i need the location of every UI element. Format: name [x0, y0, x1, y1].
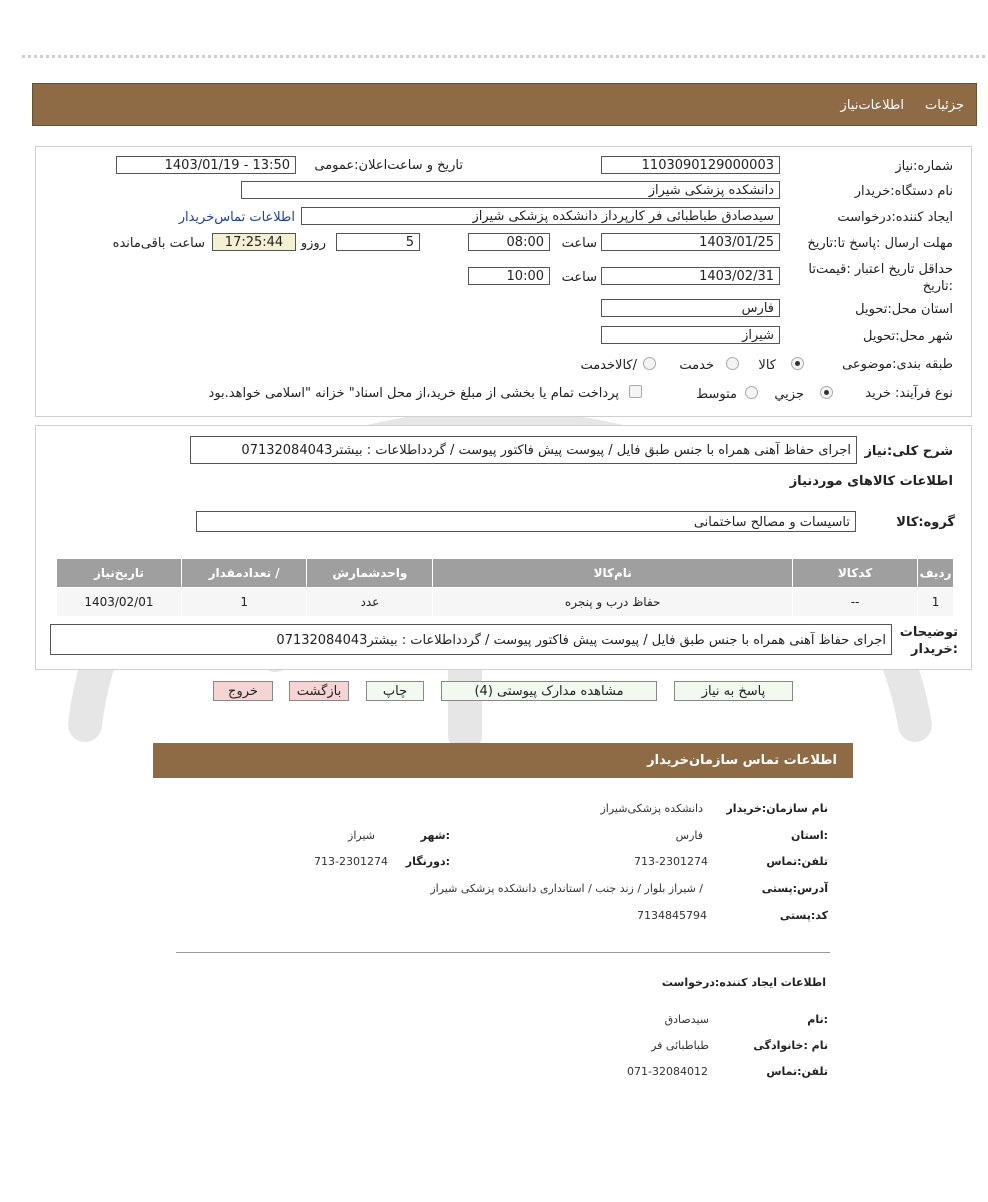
process-medium-radio[interactable]: [745, 386, 758, 399]
province-label: استان محل:تحویل: [855, 302, 953, 317]
creator-info-title: اطلاعات ایجاد کننده:درخواست: [661, 976, 826, 989]
col-unit: واحدشمارش: [307, 559, 433, 588]
contact-phone-value: 713-2301274: [634, 855, 708, 868]
category-goods-service-radio[interactable]: [643, 357, 656, 370]
treasury-payment-note: پرداخت تمام یا بخشی از مبلغ خرید،از محل اسناد" خزانه "اسلامی خواهد.بود: [208, 386, 619, 401]
buyer-notes-label: توضیحات :خریدار: [899, 625, 958, 657]
goods-group-field: تاسیسات و مصالح ساختمانی: [196, 511, 856, 532]
process-minor-label: جزیي: [774, 387, 804, 402]
reply-button[interactable]: پاسخ به نیاز: [674, 681, 793, 701]
top-dotted-divider: [22, 55, 985, 58]
cell-row-number: 1: [918, 588, 954, 617]
announce-date-field: 1403/01/19 - 13:50: [116, 156, 296, 174]
creator-phone-value: 071-32084012: [627, 1065, 708, 1078]
table-row: [57, 588, 954, 617]
cell-need-date: 1403/02/01: [57, 588, 182, 617]
tab-need-info[interactable]: اطلاعات‌نیاز: [840, 98, 904, 113]
cell-unit: عدد: [307, 588, 433, 617]
validity-label: حداقل تاریخ اعتبار :قیمت‌تا :تاریخ: [808, 262, 953, 294]
contact-phone-label: تلفن:تماس: [766, 855, 828, 868]
category-goods-label: کالا: [758, 358, 776, 373]
print-button[interactable]: چاپ: [366, 681, 424, 701]
remaining-time-label: ساعت باقی‌مانده: [112, 236, 205, 251]
validity-time-field: 10:00: [468, 267, 550, 285]
contact-province-value: فارس: [675, 829, 703, 842]
contact-fax-label: :دورنگار: [405, 855, 450, 868]
contact-divider: [176, 952, 830, 953]
announce-date-label: تاریخ و ساعت‌اعلان:عمومی: [314, 158, 463, 173]
contact-city-value: شیراز: [348, 829, 375, 842]
validity-date-field: 1403/02/31: [601, 267, 780, 285]
tab-details[interactable]: جزئیات: [925, 98, 964, 113]
creator-family-value: طباطبائی فر: [651, 1039, 709, 1052]
category-label: طبقه بندی:موضوعی: [842, 357, 953, 372]
process-minor-radio[interactable]: [820, 386, 833, 399]
process-type-label: نوع فرآیند: خرید: [865, 386, 953, 401]
days-field: 5: [336, 233, 420, 251]
need-number-field: 1103090129000003: [601, 156, 780, 174]
creator-name-value: سیدصادق: [664, 1013, 709, 1026]
city-label: شهر محل:تحویل: [863, 329, 953, 344]
cell-goods-code: --: [793, 588, 918, 617]
col-row-number: ردیف: [918, 559, 954, 588]
contact-province-label: :استان: [791, 829, 828, 842]
category-goods-radio[interactable]: [791, 357, 804, 370]
col-goods-code: کدکالا: [793, 559, 918, 588]
buyer-org-label: نام دستگاه:خریدار: [854, 184, 953, 199]
cell-quantity: 1: [181, 588, 307, 617]
view-attachments-button[interactable]: مشاهده مدارک پیوستی (4): [441, 681, 657, 701]
buyer-contact-link[interactable]: اطلاعات تماس‌خریدار: [178, 210, 295, 225]
process-medium-label: متوسط: [696, 387, 737, 402]
category-goods-service-label: /کالاخدمت: [580, 358, 637, 373]
category-service-label: خدمت: [679, 358, 714, 373]
contact-org-value: دانشکده پزشکی‌شیراز: [600, 802, 703, 815]
deadline-date-field: 1403/01/25: [601, 233, 780, 251]
contact-postal-label: کد:پستی: [779, 909, 828, 922]
contact-fax-value: 713-2301274: [314, 855, 388, 868]
need-description-field: اجرای حفاظ آهنی همراه با جنس طبق فایل / پیوست پیش فاکتور پیوست / گردداطلاعات : بیشتر07132084043: [190, 436, 857, 464]
creator-family-label: نام :خانوادگی: [753, 1039, 828, 1052]
province-field: فارس: [601, 299, 780, 317]
contact-org-label: نام سازمان:خریدار: [726, 802, 828, 815]
exit-button[interactable]: خروج: [213, 681, 273, 701]
contact-city-label: :شهر: [420, 829, 450, 842]
creator-label: ایجاد کننده:درخواست: [837, 210, 953, 225]
need-number-label: شماره:نیاز: [895, 159, 953, 174]
deadline-time-field: 08:00: [468, 233, 550, 251]
creator-name-label: :نام: [807, 1013, 828, 1026]
creator-field: سیدصادق طباطبائی فر کارپرداز دانشکده پزشکی شیراز: [301, 207, 780, 225]
deadline-time-label: ساعت: [561, 236, 597, 251]
buyer-org-field: دانشکده پزشکی شیراز: [241, 181, 780, 199]
deadline-label: مهلت ارسال :پاسخ تا:تاریخ: [807, 236, 953, 251]
contact-address-label: آدرس:پستی: [761, 882, 828, 895]
days-label: روزو: [300, 236, 326, 251]
contact-address-value: / شیراز بلوار / زند جنب / استانداری دانشکده پزشکی شیراز: [430, 882, 703, 895]
validity-time-label: ساعت: [561, 270, 597, 285]
buyer-contact-title: اطلاعات تماس سازمان‌خریدار: [647, 753, 837, 768]
col-goods-name: نام‌کالا: [433, 559, 793, 588]
goods-table: [56, 558, 954, 617]
creator-phone-label: تلفن:تماس: [766, 1065, 828, 1078]
goods-group-label: گروه:کالا: [896, 515, 955, 530]
treasury-payment-checkbox[interactable]: [629, 385, 642, 398]
back-button[interactable]: بازگشت: [289, 681, 349, 701]
buyer-notes-field: اجرای حفاظ آهنی همراه با جنس طبق فایل / پیوست پیش فاکتور پیوست / گردداطلاعات : بیشتر07132084043: [50, 624, 892, 655]
contact-postal-value: 7134845794: [637, 909, 707, 922]
goods-table-header-row: [57, 559, 954, 588]
city-field: شیراز: [601, 326, 780, 344]
required-goods-title: اطلاعات کالاهای موردنیاز: [789, 474, 953, 489]
need-description-label: شرح کلی:نیاز: [864, 444, 953, 459]
buyer-contact-header: [153, 743, 853, 778]
category-service-radio[interactable]: [726, 357, 739, 370]
col-need-date: تاریخ‌نیاز: [57, 559, 182, 588]
header-bar: [32, 83, 977, 126]
col-quantity: / تعدادمقدار: [181, 559, 307, 588]
cell-goods-name: حفاظ درب و پنجره: [433, 588, 793, 617]
remaining-time-field: 17:25:44: [212, 233, 296, 251]
